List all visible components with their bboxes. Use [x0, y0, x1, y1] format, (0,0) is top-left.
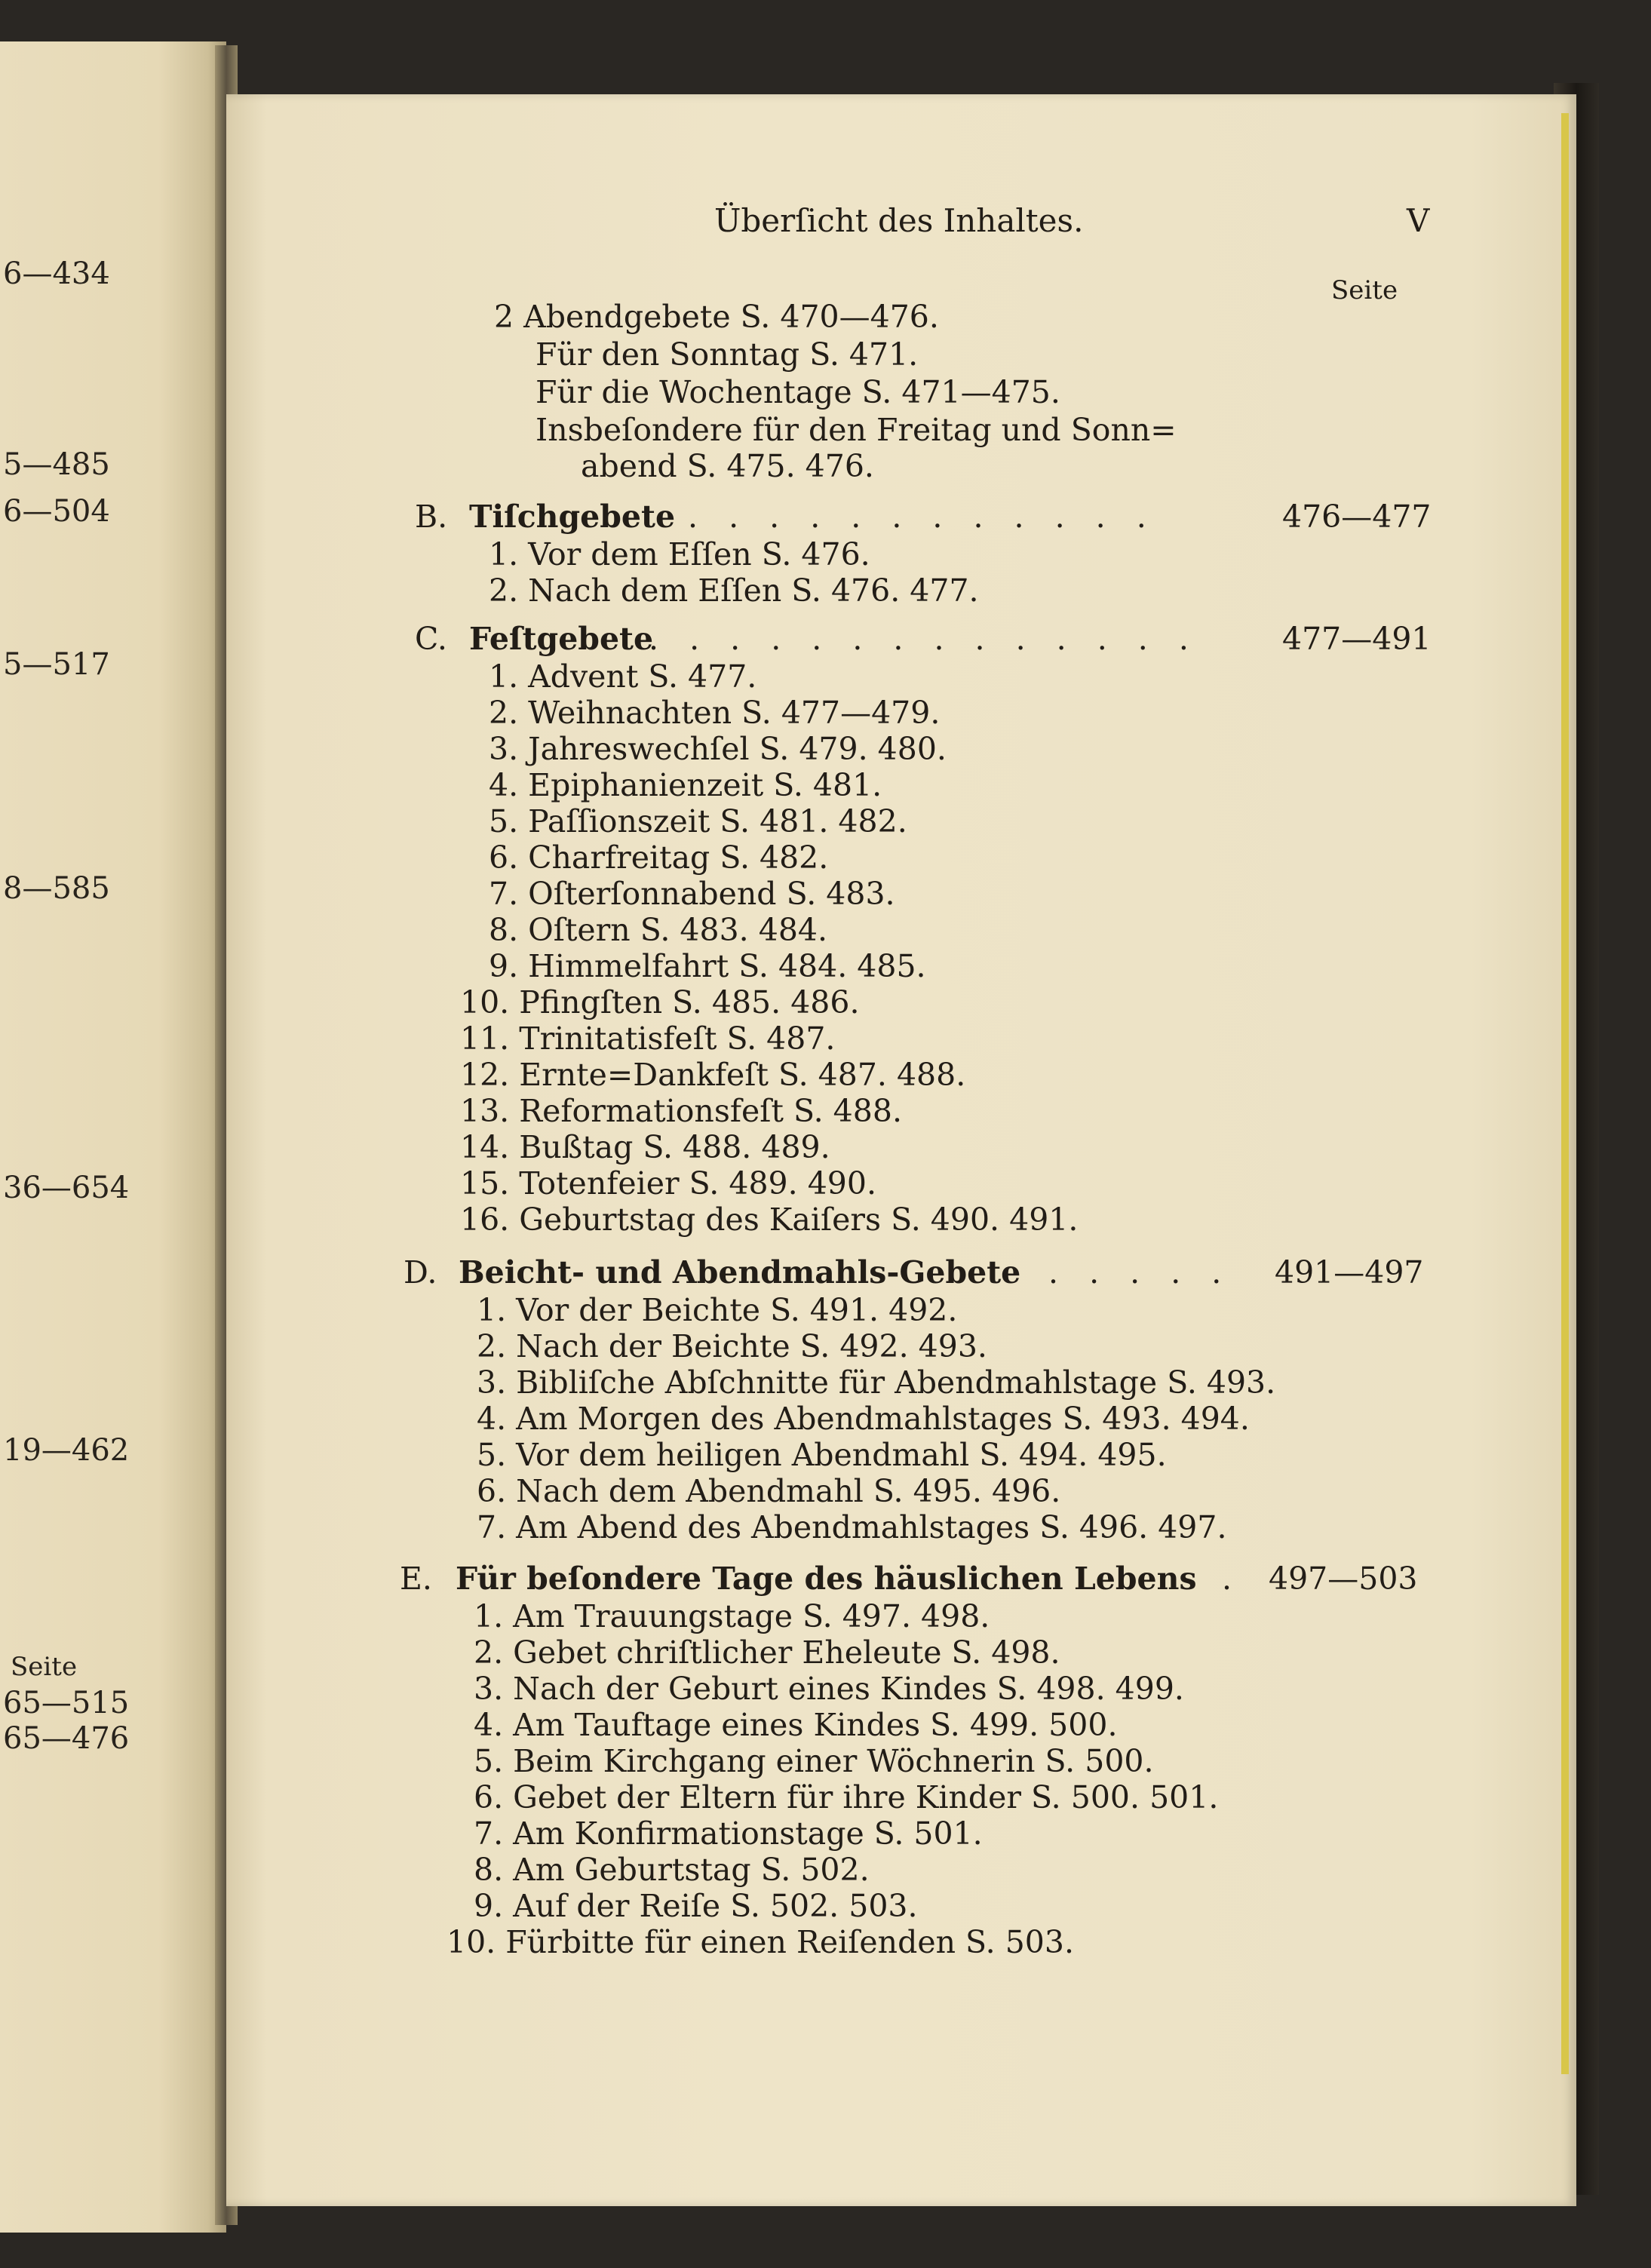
page-edge-color	[1561, 113, 1569, 2074]
section-letter-b: B.	[415, 499, 448, 535]
toc-item: 8. Oſtern S. 483. 484.	[489, 912, 828, 948]
toc-item: 16. Geburtstag des Kaiſers S. 490. 491.	[460, 1202, 1079, 1238]
section-dots-b: . . . . . . . . . . . .	[688, 499, 1157, 535]
toc-item: 2. Nach der Beichte S. 492. 493.	[477, 1328, 987, 1364]
intro-line: 2 Abendgebete S. 470—476.	[494, 299, 939, 335]
toc-item: 11. Trinitatisfeſt S. 487.	[460, 1020, 836, 1057]
toc-item: 8. Am Geburtstag S. 502.	[474, 1852, 870, 1888]
toc-item: 6. Gebet der Eltern für ihre Kinder S. 500. 501.	[474, 1779, 1219, 1815]
left-range-6: 36—654	[3, 1171, 130, 1205]
toc-item: 7. Am Konfirmationstage S. 501.	[474, 1815, 983, 1852]
previous-page	[0, 41, 226, 2233]
toc-item: 5. Beim Kirchgang einer Wöchnerin S. 500.	[474, 1743, 1154, 1779]
section-pages-c: 477—491	[1282, 621, 1432, 657]
toc-item: 7. Oſterſonnabend S. 483.	[489, 876, 895, 912]
toc-item: 3. Jahreswechſel S. 479. 480.	[489, 731, 947, 767]
left-seite-label: Seite	[11, 1652, 78, 1682]
intro-line: Für die Wochentage S. 471—475.	[536, 374, 1060, 410]
toc-item: 15. Totenfeier S. 489. 490.	[460, 1165, 876, 1202]
left-range-5: 8—585	[3, 871, 110, 906]
toc-item: 10. Pfingſten S. 485. 486.	[460, 984, 860, 1020]
toc-item: 7. Am Abend des Abendmahlstages S. 496. 497.	[477, 1509, 1227, 1545]
toc-item: 5. Paſſionszeit S. 481. 482.	[489, 803, 907, 839]
toc-item: 1. Advent S. 477.	[489, 658, 757, 695]
left-range-2: 5—485	[3, 447, 110, 482]
left-range-4: 5—517	[3, 647, 110, 682]
section-pages-b: 476—477	[1282, 499, 1432, 535]
section-title-d: Beicht- und Abendmahls-Gebete	[459, 1254, 1021, 1291]
section-letter-e: E.	[400, 1561, 432, 1597]
toc-item: 1. Vor dem Eſſen S. 476.	[489, 536, 870, 572]
toc-item: 1. Am Trauungstage S. 497. 498.	[474, 1598, 990, 1634]
toc-item: 10. Fürbitte für einen Reiſenden S. 503.	[447, 1924, 1075, 1960]
left-bottom-range-1: 65—515	[3, 1686, 130, 1720]
left-range-7: 19—462	[3, 1433, 130, 1468]
left-bottom-range-2: 65—476	[3, 1721, 130, 1756]
toc-item: 1. Vor der Beichte S. 491. 492.	[477, 1292, 958, 1328]
section-title-e: Für beſondere Tage des häuslichen Lebens	[456, 1561, 1197, 1597]
toc-item: 9. Auf der Reiſe S. 502. 503.	[474, 1888, 918, 1924]
section-title-b: Tiſchgebete	[469, 499, 676, 535]
toc-item: 3. Bibliſche Abſchnitte für Abendmahlstage S. 493.	[477, 1364, 1276, 1401]
toc-item: 2. Nach dem Eſſen S. 476. 477.	[489, 572, 979, 609]
intro-line: Für den Sonntag S. 471.	[536, 336, 919, 373]
toc-item: 9. Himmelfahrt S. 484. 485.	[489, 948, 926, 984]
section-pages-e: 497—503	[1269, 1561, 1418, 1597]
section-pages-d: 491—497	[1275, 1254, 1424, 1291]
page-title: Überſicht des Inhaltes.	[714, 202, 1084, 239]
section-letter-d: D.	[404, 1254, 437, 1291]
section-dots-d: . . . . .	[1048, 1254, 1232, 1291]
section-dots-c: . . . . . . . . . . . . . .	[649, 621, 1199, 657]
toc-item: 2. Gebet chriſtlicher Eheleute S. 498.	[474, 1634, 1060, 1671]
toc-item: 12. Ernte=Dankfeſt S. 487. 488.	[460, 1057, 966, 1093]
left-range-3: 6—504	[3, 494, 110, 529]
toc-item: 13. Reformationsfeſt S. 488.	[460, 1093, 902, 1129]
toc-item: 3. Nach der Geburt eines Kindes S. 498. 499.	[474, 1671, 1184, 1707]
page-number: V	[1407, 202, 1430, 239]
toc-item: 5. Vor dem heiligen Abendmahl S. 494. 495.	[477, 1437, 1167, 1473]
toc-item: 14. Bußtag S. 488. 489.	[460, 1129, 830, 1165]
toc-item: 2. Weihnachten S. 477—479.	[489, 695, 941, 731]
toc-item: 6. Nach dem Abendmahl S. 495. 496.	[477, 1473, 1061, 1509]
toc-item: 4. Am Morgen des Abendmahlstages S. 493. 494.	[477, 1401, 1250, 1437]
toc-item: 4. Am Tauftage eines Kindes S. 499. 500.	[474, 1707, 1118, 1743]
left-range-1: 6—434	[3, 256, 110, 291]
section-dots-e: .	[1222, 1561, 1243, 1597]
intro-line: abend S. 475. 476.	[581, 448, 874, 484]
intro-line: Insbeſondere für den Freitag und Sonn=	[536, 412, 1177, 448]
section-letter-c: C.	[415, 621, 447, 657]
toc-item: 4. Epiphanienzeit S. 481.	[489, 767, 882, 803]
section-title-c: Feſtgebete	[469, 621, 654, 657]
column-label: Seite	[1331, 275, 1398, 305]
toc-item: 6. Charfreitag S. 482.	[489, 839, 829, 876]
